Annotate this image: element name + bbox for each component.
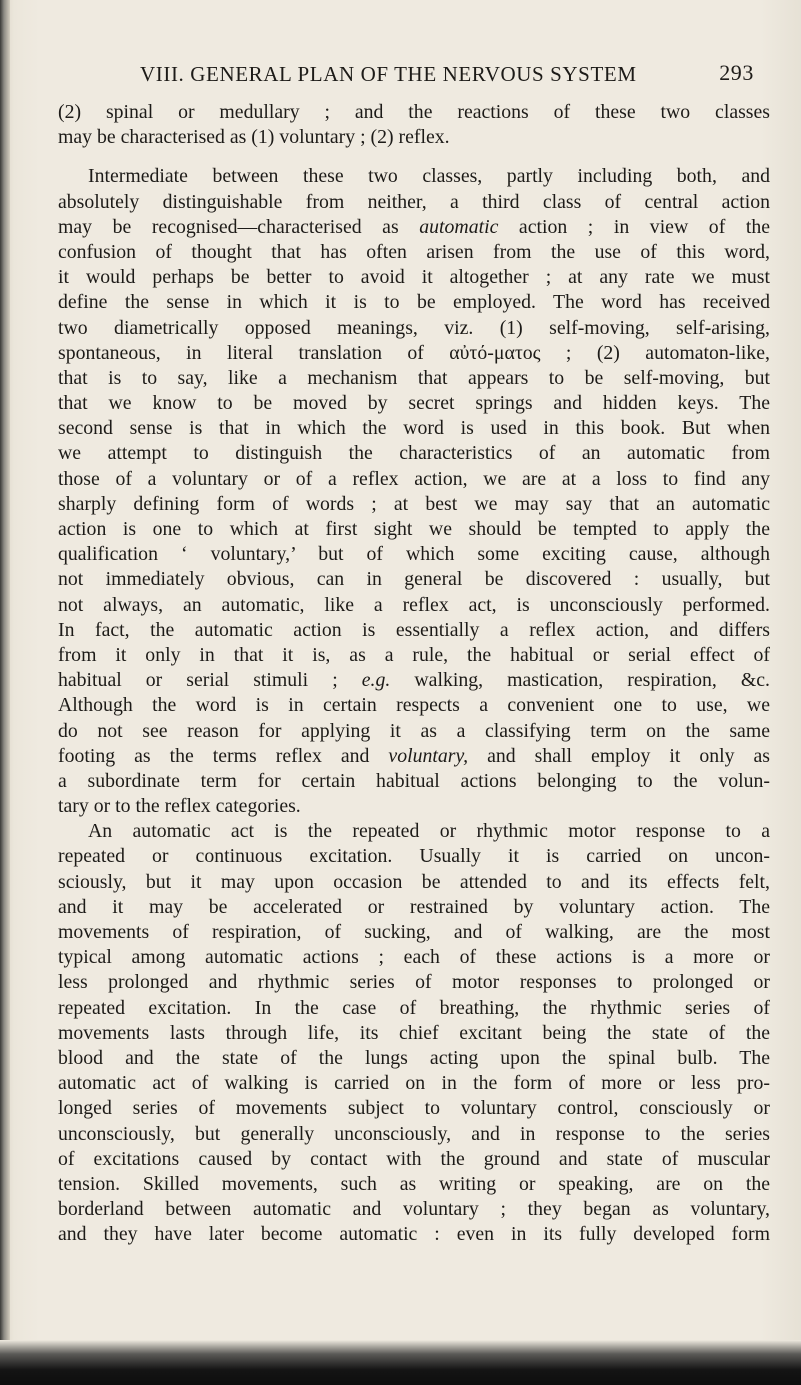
emphasis: voluntary, bbox=[388, 744, 469, 767]
text-line: footing as the terms reflex and voluntary, and shall employ it only as bbox=[58, 744, 770, 767]
text-line: that is to say, like a mechanism that appears to be self-moving, but bbox=[58, 366, 770, 389]
paragraph bbox=[58, 819, 770, 1247]
text-line: not always, an automatic, like a reflex act, is unconsciously performed. bbox=[58, 593, 770, 616]
text-line: habitual or serial stimuli ; e.g. walking, mastication, respiration, &c. bbox=[58, 669, 770, 692]
text-line: action is one to which at first sight we should be tempted to apply the bbox=[58, 518, 770, 540]
text-line: tary or to the reflex categories. bbox=[58, 795, 301, 818]
emphasis: e.g. bbox=[361, 669, 391, 692]
text-line: it would perhaps be better to avoid it altogether ; at any rate we must bbox=[58, 266, 770, 289]
text-line: not immediately obvious, can in general be discovered : usually, but bbox=[58, 568, 770, 591]
page-bottom-edge bbox=[0, 1340, 801, 1385]
chapter-number: VIII. bbox=[140, 62, 185, 86]
text-line: qualification ‘ voluntary,’ but of which some exciting cause, although bbox=[58, 543, 770, 566]
text-line: repeated or continuous excitation. Usually it is carried on uncon- bbox=[58, 845, 770, 868]
text-line: may be recognised—characterised as automatic action ; in view of the bbox=[58, 215, 771, 238]
text-line: and they have later become automatic : even in its fully developed form bbox=[58, 1223, 770, 1246]
text-line: that we know to be moved by secret springs and hidden keys. The bbox=[58, 392, 770, 415]
text-line: those of a voluntary or of a reflex action, we are at a loss to find any bbox=[58, 467, 770, 490]
text-line: confusion of thought that has often arisen from the use of this word, bbox=[58, 240, 770, 263]
text-line: longed series of movements subject to voluntary control, consciously or bbox=[58, 1097, 770, 1120]
text-line: repeated excitation. In the case of breathing, the rhythmic series of bbox=[58, 996, 770, 1019]
book-spine-shadow bbox=[0, 0, 10, 1385]
paragraph bbox=[58, 164, 770, 819]
text-line: less prolonged and rhythmic series of motor responses to prolonged or bbox=[58, 971, 770, 994]
text-line: second sense is that in which the word is used in this book. But when bbox=[58, 417, 770, 440]
text-line: movements lasts through life, its chief excitant being the state of the bbox=[58, 1021, 770, 1044]
text-line: tension. Skilled movements, such as writing or speaking, are on the bbox=[58, 1172, 770, 1195]
body-text bbox=[58, 100, 770, 1247]
emphasis: automatic bbox=[419, 215, 499, 238]
text-line: define the sense in which it is to be employed. The word has received bbox=[58, 291, 770, 314]
text-line: blood and the state of the lungs acting upon the spinal bulb. The bbox=[58, 1046, 770, 1069]
text-line: absolutely distinguishable from neither, a third class of central action bbox=[58, 190, 770, 213]
text-line: from it only in that it is, as a rule, the habitual or serial effect of bbox=[58, 643, 770, 666]
text-line: may be characterised as (1) voluntary ; (2) reflex. bbox=[58, 126, 450, 149]
text-line: Although the word is in certain respects a convenient one to use, we bbox=[58, 694, 770, 717]
text-line: (2) spinal or medullary ; and the reactions of these two classes bbox=[58, 101, 770, 123]
text-line: we attempt to distinguish the characteristics of an automatic from bbox=[58, 442, 770, 465]
chapter-title: GENERAL PLAN OF THE NERVOUS SYSTEM bbox=[190, 62, 637, 86]
text-line: of excitations caused by contact with the ground and state of muscular bbox=[58, 1147, 770, 1170]
text-line: two diametrically opposed meanings, viz. (1) self-moving, self-arising, bbox=[58, 316, 770, 339]
text-line: sharply defining form of words ; at best we may say that an automatic bbox=[58, 492, 770, 515]
page-number: 293 bbox=[719, 60, 754, 85]
running-head-title bbox=[140, 62, 637, 87]
text-line: movements of respiration, of sucking, and of walking, are the most bbox=[58, 921, 770, 943]
paragraph-gap bbox=[58, 150, 770, 164]
running-head bbox=[60, 60, 760, 90]
text-line: Intermediate between these two classes, partly including both, and bbox=[88, 165, 770, 188]
text-line: a subordinate term for certain habitual actions belonging to the volun- bbox=[58, 769, 770, 792]
text-line: typical among automatic actions ; each of these actions is a more or bbox=[58, 946, 770, 969]
text-line: unconsciously, but generally unconsciously, and in response to the series bbox=[58, 1122, 770, 1145]
text-line: An automatic act is the repeated or rhythmic motor response to a bbox=[88, 820, 770, 843]
text-line: sciously, but it may upon occasion be attended to and its effects felt, bbox=[58, 870, 770, 893]
paragraph bbox=[58, 100, 770, 150]
text-line: do not see reason for applying it as a classifying term on the same bbox=[58, 719, 770, 742]
text-line: and it may be accelerated or restrained by voluntary action. The bbox=[58, 895, 770, 918]
text-line: automatic act of walking is carried on in the form of more or less pro- bbox=[58, 1072, 770, 1095]
text-line: spontaneous, in literal translation of αὐτό-ματος ; (2) automaton-like, bbox=[58, 341, 770, 364]
text-line: In fact, the automatic action is essentially a reflex action, and differs bbox=[58, 618, 770, 641]
text-line: borderland between automatic and voluntary ; they began as voluntary, bbox=[58, 1198, 770, 1221]
